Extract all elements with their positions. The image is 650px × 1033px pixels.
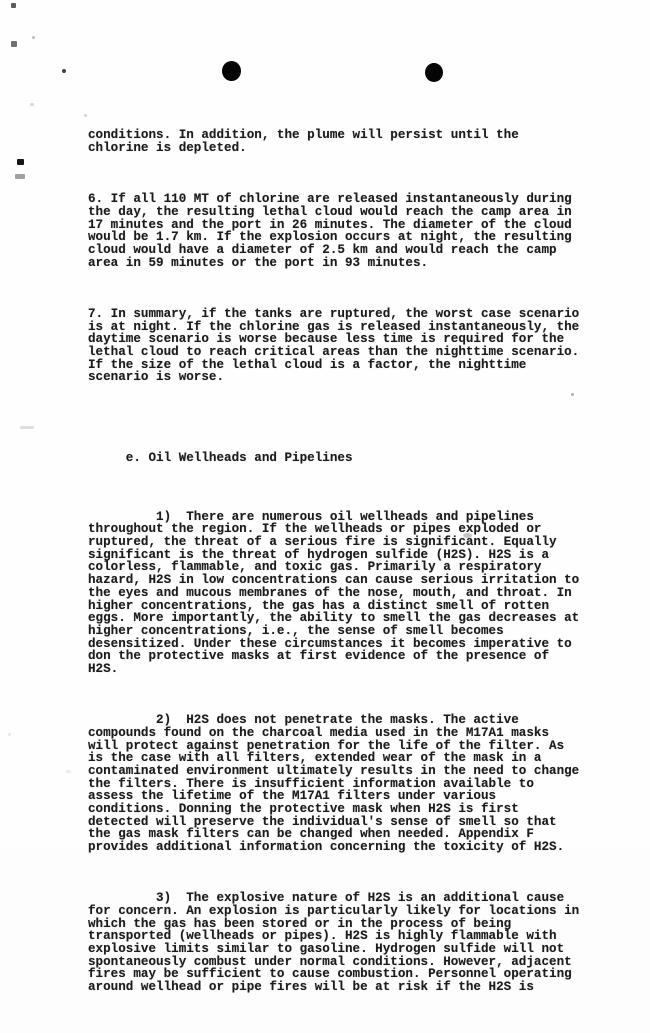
paragraph-e1: 1) There are numerous oil wellheads and pipelines throughout the region. If the wellheads or pipes exploded or ruptured, the threat of a serious fire is significant. Equally significant is the threat of hydrogen sulfide (H2S). H2S is a colorless, flammable, and toxic gas. Primarily a respiratory hazard, H2S in low concentrations can cause serious irritation to the eyes and mucous membranes of the nose, mouth, and throat. In higher concentrations, the gas has a distinct smell of rotten eggs. More importantly, the ability to smell the gas decreases at higher concentrations, i.e., the sense of smell becomes desensitized. Under these circumstances it becomes imperative to don the protective masks at first evidence of the presence of H2S. [88,509,580,677]
punch-hole-dot-right [425,63,443,82]
paragraph-e2: 2) H2S does not penetrate the masks. The active compounds found on the charcoal media used in the M17A1 masks will protect against penetration for the life of the filter. As is the case with all filters, extended wear of the mask in a contaminated environment ultimately results in the need to change the filters. There is insufficient information available to assess the lifetime of the M17A1 filters under various conditions. Donning the protective mask when H2S is first detected will preserve the individual's sense of smell so that the gas mask filters can be changed when needed. Appendix F provides additional information concerning the toxicity of H2S. [88,713,580,855]
paragraph-e3: 3) The explosive nature of H2S is an additional cause for concern. An explosion is particularly likely for locations in which the gas has been stored or in the process of being transported (wellheads or pipes). H2S is highly flammable with explosive limits similar to gasoline. Hydrogen sulfide will not spontaneously combust under normal conditions. However, adjacent fires may be sufficient to cause combustion. Personnel operating around wellhead or pipe fires will be at risk if the H2S is [88,891,580,995]
scan-speck [15,174,25,179]
paragraph-7: 7. In summary, if the tanks are ruptured, the worst case scenario is at night. If the chlorine gas is released instantaneously, the daytime scenario is worse because less time is required for the lethal cloud to reach critical areas than the nighttime scenario. If the size of the lethal cloud is a factor, the nighttime scenario is worse. [88,306,580,385]
section-heading-oil-wellheads: e. Oil Wellheads and Pipelines [88,451,353,466]
scan-speck [11,3,16,8]
scan-speck [30,103,34,106]
scan-speck [66,770,71,773]
scan-speck [84,114,87,117]
scan-speck [62,69,66,73]
scan-speck [20,426,34,429]
scan-speck [17,159,24,165]
paragraph-intro-continued: conditions. In addition, the plume will persist until the chlorine is depleted. [88,128,519,156]
scan-speck [11,41,17,47]
document-body [88,104,598,1032]
punch-hole-dot-left [222,61,241,81]
scan-speck [32,36,35,39]
paragraph-6: 6. If all 110 MT of chlorine are released instantaneously during the day, the resulting lethal cloud would reach the camp area in 17 minutes and the port in 26 minutes. The diameter of the cloud would be 1.7 km. If the explosion occurs at night, the resulting cloud would have a diameter of 2.5 km and would reach the camp area in 59 minutes or the port in 93 minutes. [88,192,572,270]
scan-speck [8,733,11,736]
